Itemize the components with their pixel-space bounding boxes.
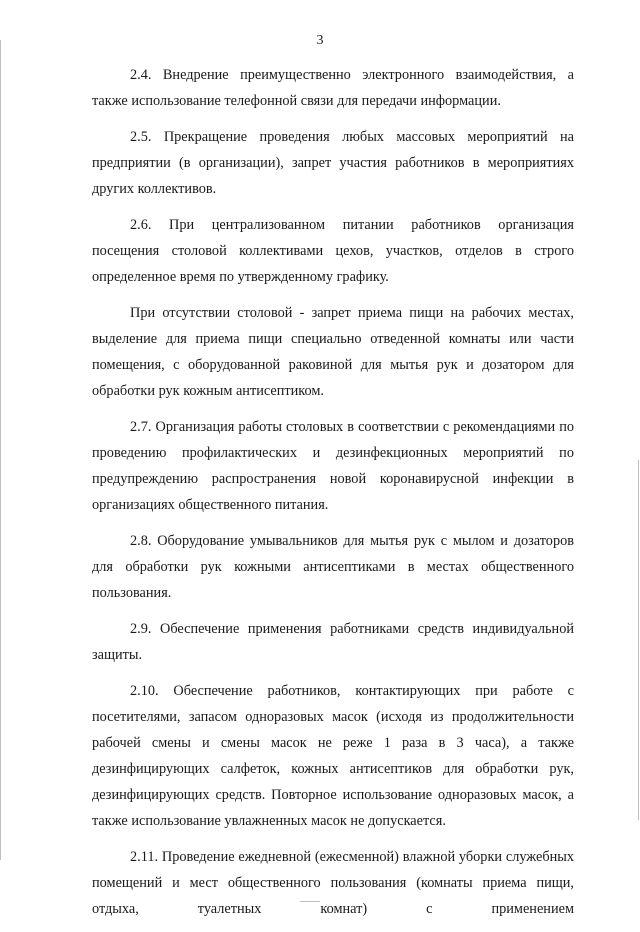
scan-edge-mark-right (638, 460, 639, 820)
paragraph-no-canteen: При отсутствии столовой - запрет приема пищи на рабочих местах, выделение для приема пищи специально отведенной комнаты или части помещения, с оборудованной раковиной для мытья рук и дозатором для обработки рук кожным антисептиком. (92, 305, 574, 399)
paragraph-2-6: 2.6. При централизованном питании работников организация посещения столовой коллективами цехов, участков, отделов в строго определенное время по утвержденному графику. (92, 217, 574, 285)
page-number: 3 (316, 33, 324, 48)
paragraph-2-7: 2.7. Организация работы столовых в соответствии с рекомендациями по проведению профилактических и дезинфекционных мероприятий по предупреждению распространения новой коронавирусной инфекции в организациях общественного питания. (92, 419, 574, 513)
scan-edge-mark-left (0, 40, 1, 860)
paragraph-2-8: 2.8. Оборудование умывальников для мытья рук с мылом и дозаторов для обработки рук кожными антисептиками в местах общественного пользования. (92, 533, 574, 601)
paragraph-2-4: 2.4. Внедрение преимущественно электронного взаимодействия, а также использование телефонной связи для передачи информации. (92, 67, 574, 109)
paragraph-2-5: 2.5. Прекращение проведения любых массовых мероприятий на предприятии (в организации), запрет участия работников в мероприятиях других коллективов. (92, 129, 574, 197)
paragraph-2-9: 2.9. Обеспечение применения работниками средств индивидуальной защиты. (92, 621, 574, 663)
document-body (92, 62, 574, 932)
paragraph-2-11: 2.11. Проведение ежедневной (ежесменной) влажной уборки служебных помещений и мест общественного пользования (комнаты приема пищи, отдыха, туалетных комнат) с применением (92, 849, 574, 917)
paragraph-2-10: 2.10. Обеспечение работников, контактирующих при работе с посетителями, запасом одноразовых масок (исходя из продолжительности рабочей смены и смены масок не реже 1 раза в 3 часа), а также дезинфицирующих салфеток, кожных антисептиков для обработки рук, дезинфицирующих средств. Повторное использование одноразовых масок, а также использование увлажненных масок не допускается. (92, 683, 574, 829)
